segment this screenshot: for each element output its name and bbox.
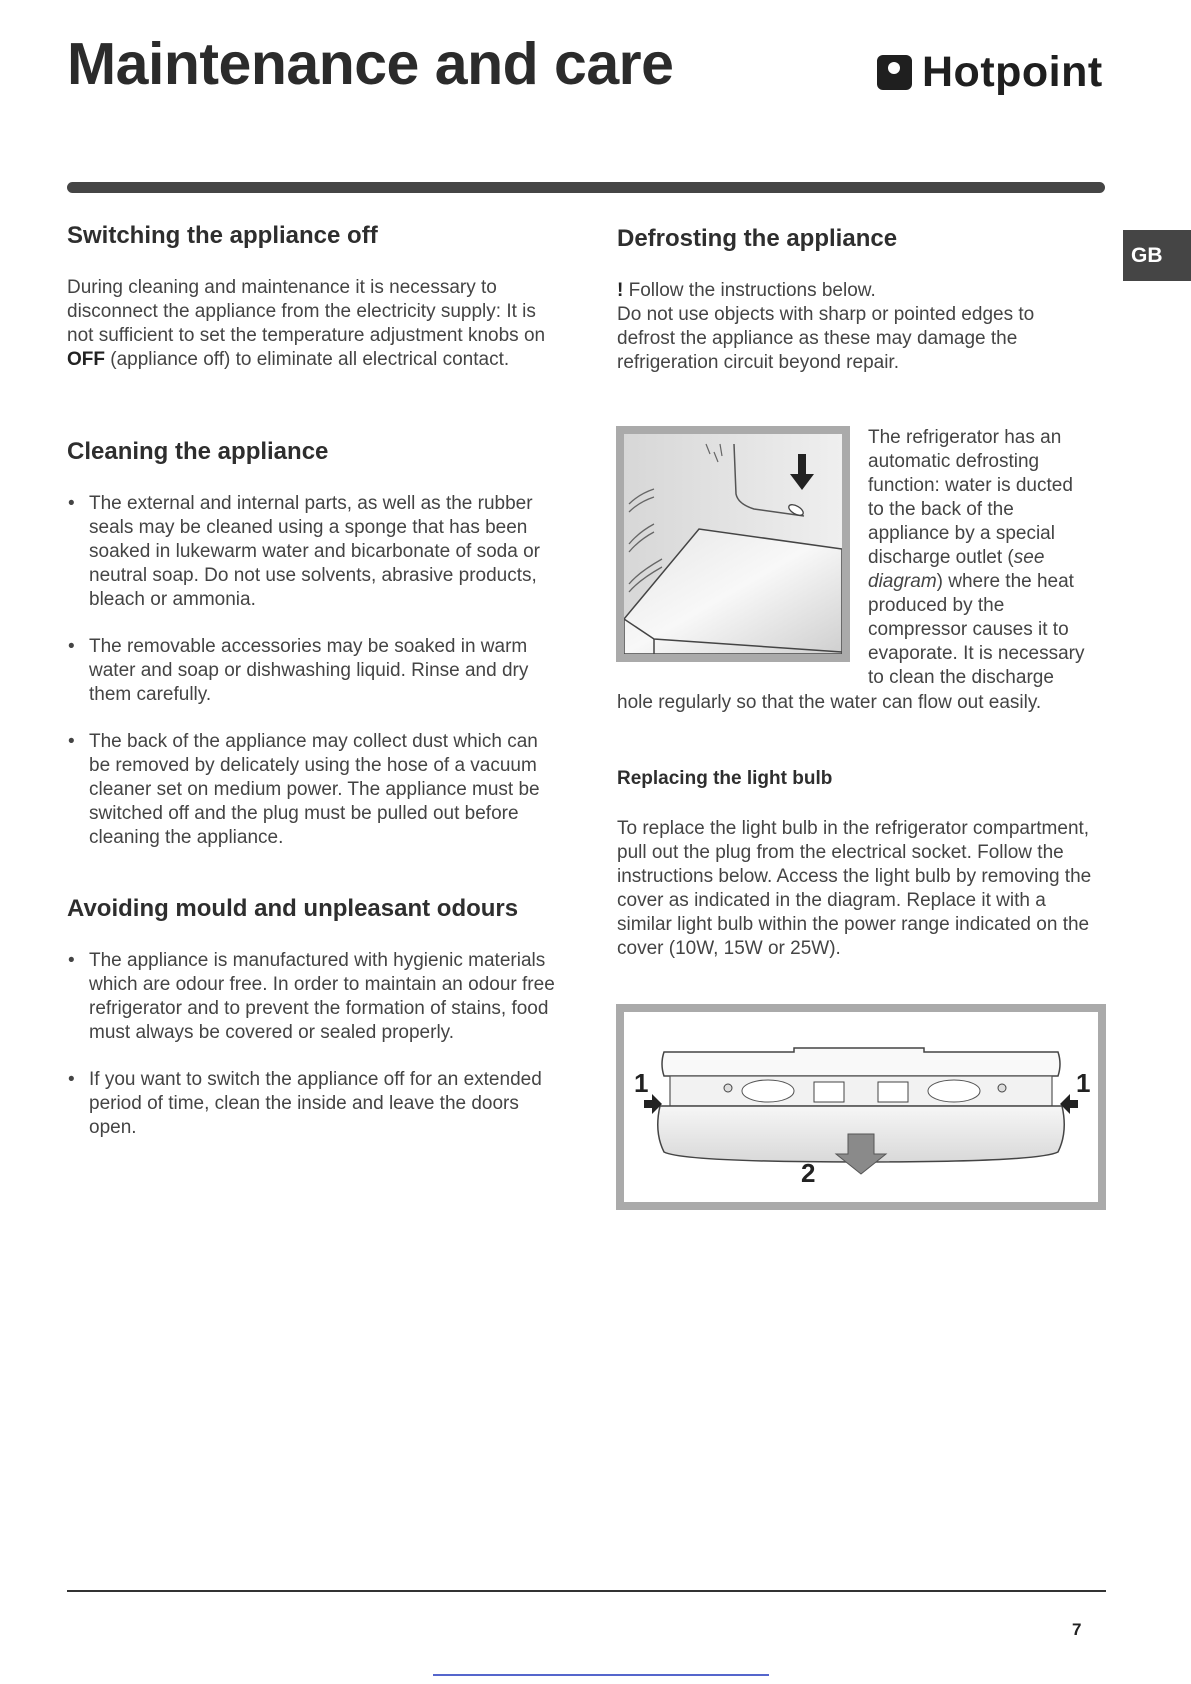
step-1-right-label: 1	[1076, 1068, 1091, 1098]
defrosting-text: Do not use objects with sharp or pointed edges to defrost the appliance as these may damage the refrigeration circuit beyond repair.	[617, 304, 1035, 373]
brand-name: Hotpoint	[922, 47, 1103, 96]
auto-line: produced by the	[868, 595, 1005, 616]
auto-line: function: water is ducted	[868, 475, 1073, 496]
auto-line: to clean the discharge	[868, 667, 1054, 688]
auto-line: diagram) where the heat	[868, 571, 1074, 592]
bulb-section	[617, 768, 1092, 961]
mould-list	[67, 949, 562, 1140]
bulb-text: To replace the light bulb in the refrigerator compartment, pull out the plug from the electrical socket. Follow the instructions below. Access the light bulb by removing the cover as indicated in the diagram. Replace it with a similar light bulb within the power range indicated on the cover (10W, 15W or 25W).	[617, 818, 1092, 959]
cleaning-heading: Cleaning the appliance	[67, 438, 329, 465]
defrosting-heading: Defrosting the appliance	[617, 225, 898, 252]
link-underline	[433, 1674, 769, 1676]
list-item: • The removable accessories may be soaked in warm water and soap or dishwashing liquid. Rinse and dry them carefully.	[67, 635, 562, 707]
auto-line: appliance by a special	[868, 523, 1055, 544]
footer-divider	[67, 1590, 1106, 1592]
auto-line: discharge outlet (see	[868, 547, 1045, 568]
cleaning-section	[67, 438, 562, 850]
language-tab: GB	[1123, 230, 1191, 281]
list-item: • The appliance is manufactured with hygienic materials which are odour free. In order to maintain an odour free refrigerator and to prevent the formation of stains, food must always be covered or sealed properly.	[67, 949, 562, 1045]
header-divider	[67, 182, 1105, 193]
auto-defrost-last-line: hole regularly so that the water can flow out easily.	[617, 692, 1042, 713]
hotpoint-logo-icon	[877, 55, 912, 90]
step-2-label: 2	[801, 1158, 816, 1188]
light-bulb-diagram	[616, 1004, 1106, 1210]
brand-logo	[877, 48, 1103, 96]
auto-line: compressor causes it to	[868, 619, 1069, 640]
switching-section	[67, 222, 562, 372]
defrost-diagram	[616, 426, 850, 662]
page-title: Maintenance and care	[67, 31, 674, 97]
mould-section	[67, 895, 562, 1140]
step-1-left-label: 1	[634, 1068, 649, 1098]
light-cover-illustration	[624, 1012, 1098, 1202]
switching-text: During cleaning and maintenance it is necessary to disconnect the appliance from the electricity supply: It is not sufficient to set the temperature adjustment knobs on OFF (appliance off) to eliminate all electrical contact.	[67, 277, 546, 370]
defrost-illustration	[624, 434, 842, 654]
auto-line: to the back of the	[868, 499, 1014, 520]
list-item: • If you want to switch the appliance off for an extended period of time, clean the inside and leave the doors open.	[67, 1068, 562, 1140]
defrosting-section	[617, 225, 1092, 375]
switching-heading: Switching the appliance off	[67, 222, 378, 249]
bulb-heading: Replacing the light bulb	[617, 768, 833, 789]
list-item: • The back of the appliance may collect dust which can be removed by delicately using the hose of a vacuum cleaner set on medium power. The appliance must be switched off and the plug must be pulled out before cleaning the appliance.	[67, 730, 562, 850]
auto-line: evaporate. It is necessary	[868, 643, 1085, 664]
auto-line: automatic defrosting	[868, 451, 1040, 472]
defrosting-warning: ! Follow the instructions below.	[617, 280, 876, 301]
page-number: 7	[1072, 1620, 1082, 1639]
off-label: OFF	[67, 349, 105, 370]
list-item: • The external and internal parts, as well as the rubber seals may be cleaned using a sponge that has been soaked in lukewarm water and bicarbonate of soda or neutral soap. Do not use solvents, abrasive products, bleach or ammonia.	[67, 492, 562, 612]
mould-heading: Avoiding mould and unpleasant odours	[67, 895, 519, 922]
auto-defrost-text	[868, 426, 1103, 690]
cleaning-list	[67, 492, 562, 850]
warning-icon: !	[617, 280, 624, 301]
auto-line: The refrigerator has an	[868, 427, 1062, 448]
